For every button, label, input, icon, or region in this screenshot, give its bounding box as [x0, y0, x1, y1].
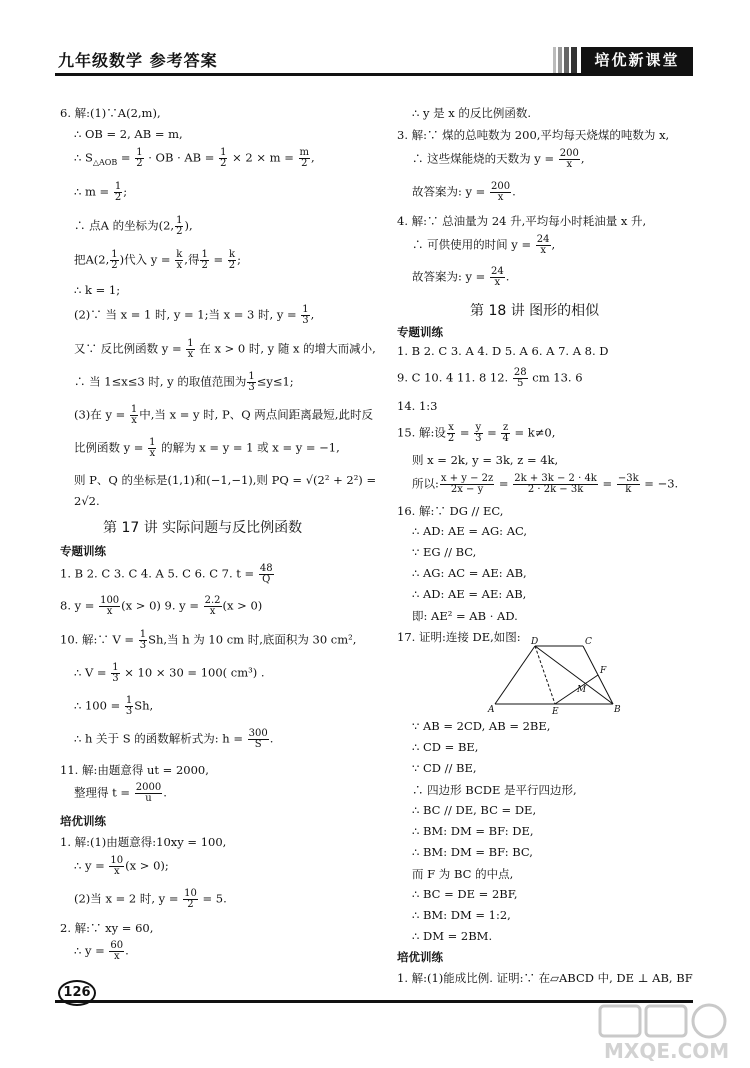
q10-line1: 10. 解:∵ V = $\frac{1}{3}$ Sh,当 h 为 10 cm 时,底面积为 30 cm²,	[60, 629, 357, 651]
q10-line2: ∴ V = $\frac{1}{3}$ × 10 × 30 = 100( cm³) .	[74, 662, 265, 684]
brand-badge	[553, 47, 693, 73]
q6-line13: 则 P、Q 的坐标是(1,1)和(−1,−1),则 PQ = √(2² + 2²) =	[74, 473, 377, 487]
q17-line6: ∴ BC // DE, BC = DE,	[412, 803, 537, 817]
header-title: 九年级数学 参考答案	[58, 51, 218, 70]
geometry-figure	[485, 636, 625, 716]
r3-line3: 故答案为: y = $\frac{200}{x}$ .	[412, 181, 516, 203]
q17-line11: ∴ BM: DM = 1:2,	[412, 908, 511, 922]
q15-line1: 15. 解:设 $\frac{x}{2}$ = $\frac{y}{3}$ = $\frac{z}{4}$ = k≠0,	[397, 422, 556, 444]
q17-line8: ∴ BM: DM = BF: BC,	[412, 845, 533, 859]
subheading-zhuanti-left: 专题训练	[60, 544, 106, 558]
r4-line2: ∴ 可供使用的时间 y = $\frac{24}{x}$ ,	[412, 234, 556, 256]
answer-14: 14. 1:3	[397, 399, 438, 413]
answers-1-7: 1. B 2. C 3. C 4. A 5. C 6. C 7. t = $\frac{48}{Q}$	[60, 563, 273, 585]
q17-line2: ∵ AB = 2CD, AB = 2BE,	[412, 719, 551, 733]
q11-line1: 11. 解:由题意得 ut = 2000,	[60, 763, 209, 777]
brand-stripes-icon	[553, 47, 581, 73]
q16-line4: ∴ AG: AC = AE: AB,	[412, 566, 527, 580]
label-C: C	[585, 637, 592, 647]
subheading-peiyou-right: 培优训练	[397, 950, 443, 964]
q16-line2: ∴ AD: AE = AG: AC,	[412, 524, 528, 538]
section-18-title: 第 18 讲 图形的相似	[470, 303, 600, 319]
q15-line3: 所以: $\frac{x + y - 2z}{2x - y}$ = $\frac{2k + 3k - 2 \cdot 4k}{2 \cdot 2k - 3k}$ = $\frac{-3k}{k}$ = −3.	[412, 473, 679, 495]
q17-line10: ∴ BC = DE = 2BF,	[412, 887, 518, 901]
watermark-logo	[594, 1000, 744, 1064]
q6-line2: ∴ OB = 2, AB = m,	[74, 127, 183, 141]
r4-line3: 故答案为: y = $\frac{24}{x}$ .	[412, 266, 510, 288]
label-M: M	[577, 685, 587, 695]
q6-line4: ∴ m = $\frac{1}{2}$ ;	[74, 181, 128, 203]
r4-line1: 4. 解:∵ 总油量为 24 升,平均每小时耗油量 x 升,	[397, 214, 647, 228]
section-17-title: 第 17 讲 实际问题与反比例函数	[103, 520, 303, 536]
q17-line4: ∵ CD // BE,	[412, 761, 477, 775]
label-B: B	[614, 705, 621, 715]
page-number: 126	[58, 980, 96, 1006]
q10-line3: ∴ 100 = $\frac{1}{3}$ Sh,	[74, 695, 154, 717]
q6-line6: 把A(2, $\frac{1}{2}$ )代入 y = $\frac{k}{x}$ ,得 $\frac{1}{2}$ = $\frac{k}{2}$ ;	[74, 249, 242, 271]
q11-line2: 整理得 t = $\frac{2000}{u}$ .	[74, 782, 167, 804]
subheading-peiyou-left: 培优训练	[60, 814, 106, 828]
r3-line2: ∴ 这些煤能烧的天数为 y = $\frac{200}{x}$ ,	[412, 148, 585, 170]
subheading-zhuanti-right: 专题训练	[397, 325, 443, 339]
q17-line1: 17. 证明:连接 DE,如图:	[397, 630, 521, 644]
label-A: A	[488, 705, 495, 715]
q17-line12: ∴ DM = 2BM.	[412, 929, 493, 943]
answers-r1-8: 1. B 2. C 3. A 4. D 5. A 6. A 7. A 8. D	[397, 344, 609, 358]
svg-text:MXQE.COM: MXQE.COM	[604, 1039, 730, 1063]
segment-DE	[535, 646, 555, 704]
p2-line2: ∴ y = $\frac{60}{x}$ .	[74, 940, 129, 962]
r-line1: ∴ y 是 x 的反比例函数.	[412, 106, 532, 120]
q6-line7: ∴ k = 1;	[74, 283, 121, 297]
q6-line14: 2√2.	[74, 494, 100, 508]
q6-line9: 又∵ 反比例函数 y = $\frac{1}{x}$ 在 x > 0 时, y 随 x 的增大而减小,	[74, 338, 376, 360]
q17-line7: ∴ BM: DM = BF: DE,	[412, 824, 534, 838]
answers-r9-13: 9. C 10. 4 11. 8 12. $\frac{28}{5}$ cm 13. 6	[397, 367, 583, 389]
q16-line5: ∴ AD: AE = AE: AB,	[412, 587, 527, 601]
r3-line1: 3. 解:∵ 煤的总吨数为 200,平均每天烧煤的吨数为 x,	[397, 128, 670, 142]
q16-line3: ∵ EG // BC,	[412, 545, 477, 559]
header-divider	[55, 73, 693, 76]
q16-line1: 16. 解:∵ DG // EC,	[397, 504, 504, 518]
p1-line2: ∴ y = $\frac{10}{x}$ (x > 0);	[74, 855, 169, 877]
segment-AD	[495, 646, 535, 704]
label-E: E	[552, 707, 559, 716]
q15-line2: 则 x = 2k, y = 3k, z = 4k,	[412, 453, 559, 467]
q17-line3: ∴ CD = BE,	[412, 740, 479, 754]
q6-line11: (3)在 y = $\frac{1}{x}$ 中,当 x = y 时, P、Q 两点间距离最短,此时反	[74, 404, 373, 426]
q17-line5: ∴ 四边形 BCDE 是平行四边形,	[412, 783, 577, 797]
q6-line8: (2)∵ 当 x = 1 时, y = 1;当 x = 3 时, y = $\frac{1}{3}$ ,	[74, 304, 315, 326]
label-D: D	[531, 637, 539, 647]
pp1-line1: 1. 解:(1)能成比例. 证明:∵ 在▱ABCD 中, DE ⊥ AB, BF	[397, 971, 693, 985]
q6-line5: ∴ 点A 的坐标为(2, $\frac{1}{2}$ ),	[74, 215, 193, 237]
q6-line12: 比例函数 y = $\frac{1}{x}$ 的解为 x = y = 1 或 x = y = −1,	[74, 437, 340, 459]
q6-line1: 6. 解:(1)∵A(2,m),	[60, 106, 161, 120]
p1-line3: (2)当 x = 2 时, y = $\frac{10}{2}$ = 5.	[74, 888, 227, 910]
brand-label: 培优新课堂	[581, 47, 693, 73]
label-F: F	[600, 666, 607, 676]
q6-line3: ∴ $S_{\triangle AOB}$ = $\frac{1}{2}$ · OB · AB = $\frac{1}{2}$ × 2 × m = $\frac{m}{2}$ ,	[74, 147, 315, 169]
answers-8-9: 8. y = $\frac{100}{x}$ (x > 0) 9. y = $\frac{2.2}{x}$ (x > 0)	[60, 595, 263, 617]
q16-line6: 即: AE² = AB · AD.	[412, 609, 518, 623]
q6-line10: ∴ 当 1≤x≤3 时, y 的取值范围为 $\frac{1}{3}$ ≤y≤1;	[74, 371, 294, 393]
q17-line9: 而 F 为 BC 的中点,	[412, 867, 514, 881]
q10-line4: ∴ h 关于 S 的函数解析式为: h = $\frac{300}{S}$ .	[74, 728, 274, 750]
p2-line1: 2. 解:∵ xy = 60,	[60, 921, 154, 935]
p1-line1: 1. 解:(1)由题意得:10xy = 100,	[60, 835, 227, 849]
